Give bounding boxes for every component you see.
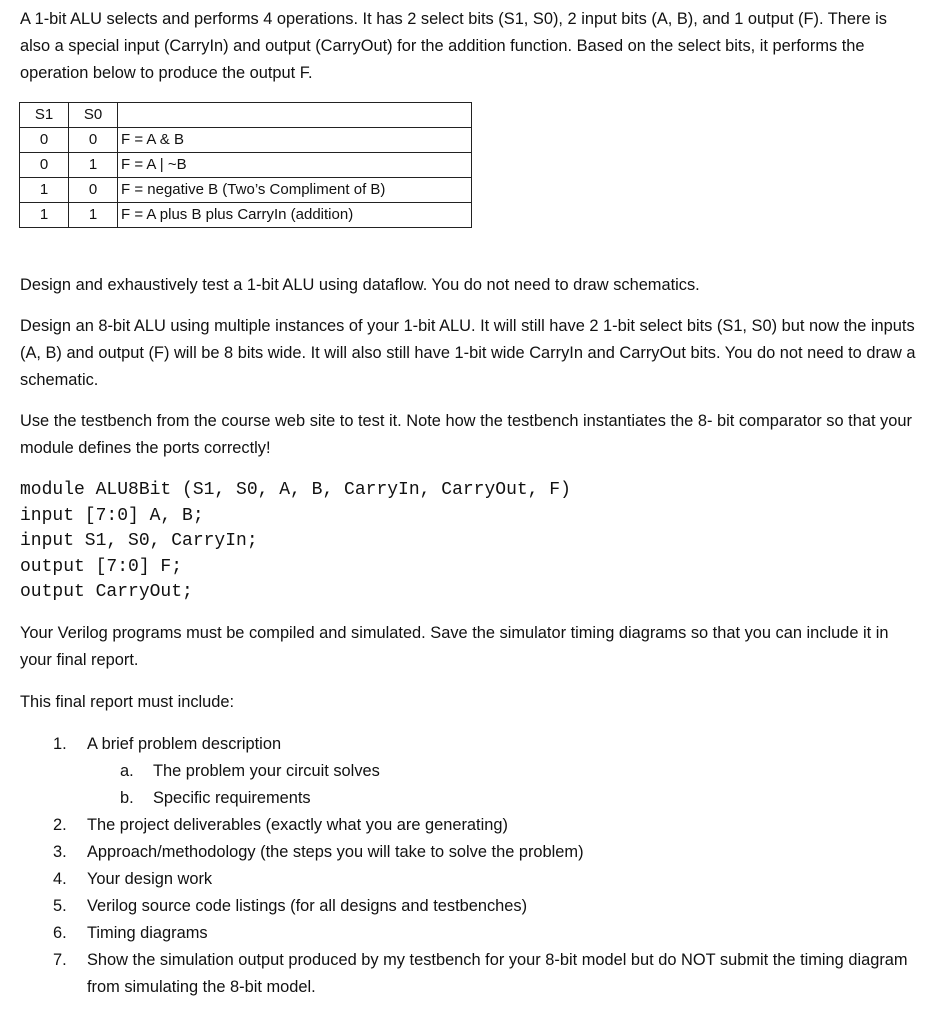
code-line: module ALU8Bit (S1, S0, A, B, CarryIn, CarryOut, F) <box>20 480 571 500</box>
cell-s1: 0 <box>20 128 69 153</box>
list-number: 4. <box>53 870 67 888</box>
cell-s1: 1 <box>20 203 69 228</box>
list-item <box>20 731 920 758</box>
list-number: 3. <box>53 843 67 861</box>
code-line: input [7:0] A, B; <box>20 505 204 526</box>
design-8bit-paragraph: Design an 8-bit ALU using multiple instances of your 1-bit ALU. It will still have 2 1-bit select bits (S1, S0) but now the inputs (A, B) and output (F) will be 8 bits wide. It will also still have 1-bit wide CarryIn and CarryOut bits. You do not need to draw a schematic. <box>20 317 916 389</box>
list-text: Show the simulation output produced by my testbench for your 8-bit model but do NOT submit the timing diagram from simulating the 8-bit model. <box>87 951 908 996</box>
list-letter: a. <box>120 762 134 780</box>
cell-s0: 1 <box>69 203 118 228</box>
cell-operation: F = negative B (Two’s Compliment of B) <box>118 178 472 203</box>
list-item <box>20 920 920 947</box>
sub-list-item <box>20 785 920 812</box>
table-row <box>20 178 472 203</box>
verilog-code-block <box>20 478 571 606</box>
cell-s0: 0 <box>69 178 118 203</box>
cell-s1: 1 <box>20 178 69 203</box>
list-text: Timing diagrams <box>87 924 208 942</box>
cell-operation: F = A | ~B <box>118 153 472 178</box>
code-line: input S1, S0, CarryIn; <box>20 531 258 552</box>
cell-operation: F = A & B <box>118 128 472 153</box>
list-number: 5. <box>53 897 67 915</box>
table-row <box>20 128 472 153</box>
list-item <box>20 947 920 1001</box>
table-row <box>20 153 472 178</box>
list-number: 1. <box>53 735 67 753</box>
header-s1: S1 <box>20 103 69 128</box>
header-s0: S0 <box>69 103 118 128</box>
sub-list-item <box>20 758 920 785</box>
code-line: output CarryOut; <box>20 582 193 603</box>
list-text: Approach/methodology (the steps you will take to solve the problem) <box>87 843 584 861</box>
list-text: Specific requirements <box>153 789 311 807</box>
testbench-paragraph: Use the testbench from the course web site to test it. Note how the testbench instantiates the 8- bit comparator so that your module defines the ports correctly! <box>20 412 912 457</box>
cell-s0: 0 <box>69 128 118 153</box>
table-row <box>20 203 472 228</box>
cell-operation: F = A plus B plus CarryIn (addition) <box>118 203 472 228</box>
header-operation <box>118 103 472 128</box>
list-text: Verilog source code listings (for all designs and testbenches) <box>87 897 528 915</box>
report-requirements-list <box>20 731 920 1001</box>
verilog-paragraph: Your Verilog programs must be compiled and simulated. Save the simulator timing diagrams so that you can include it in your final report. <box>20 624 889 669</box>
list-item <box>20 839 920 866</box>
report-intro-paragraph: This final report must include: <box>20 693 235 711</box>
list-text: The problem your circuit solves <box>153 762 380 780</box>
list-number: 2. <box>53 816 67 834</box>
list-item <box>20 866 920 893</box>
operation-table <box>19 102 472 228</box>
list-letter: b. <box>120 789 134 807</box>
cell-s1: 0 <box>20 153 69 178</box>
list-text: A brief problem description <box>87 735 282 753</box>
code-line: output [7:0] F; <box>20 556 183 577</box>
design-1bit-paragraph: Design and exhaustively test a 1-bit ALU using dataflow. You do not need to draw schematics. <box>20 276 700 294</box>
list-text: The project deliverables (exactly what you are generating) <box>87 816 508 834</box>
list-number: 6. <box>53 924 67 942</box>
list-number: 7. <box>53 951 67 969</box>
list-text: Your design work <box>87 870 213 888</box>
list-item <box>20 812 920 839</box>
intro-paragraph: A 1-bit ALU selects and performs 4 operations. It has 2 select bits (S1, S0), 2 input bits (A, B), and 1 output (F). There is also a special input (CarryIn) and output (CarryOut) for the addition function. Based on the select bits, it performs the operation below to produce the output F. <box>20 10 887 82</box>
table-header-row <box>20 103 472 128</box>
cell-s0: 1 <box>69 153 118 178</box>
list-item <box>20 893 920 920</box>
